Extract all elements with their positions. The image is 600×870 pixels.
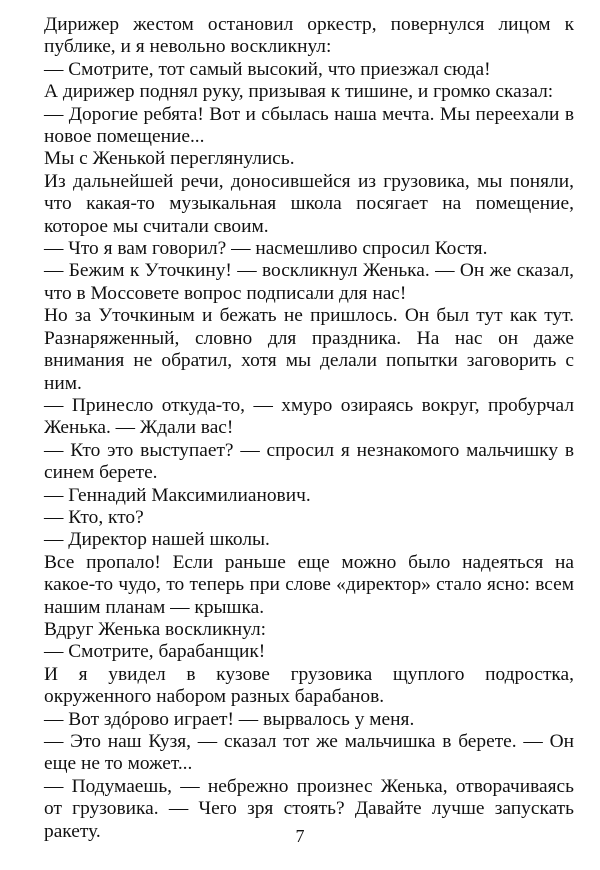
paragraph: А дирижер поднял руку, призывая к тишине, и громко сказал: bbox=[44, 81, 554, 103]
paragraph: И я увидел в кузове грузовика щуплого подростка, окруженного набором разных барабанов. bbox=[44, 663, 574, 708]
paragraph: Из дальнейшей речи, доносившейся из грузовика, мы поняли, что какая-то музыкальная школа посягает на помещение, которое мы считали своим. bbox=[44, 170, 574, 237]
page-number: 7 bbox=[295, 826, 305, 846]
paragraph: — Директор нашей школы. bbox=[44, 529, 270, 551]
paragraph: Дирижер жестом остановил оркестр, повернулся лицом к публике, и я невольно воскликнул: bbox=[44, 14, 574, 58]
paragraph: — Геннадий Максимилианович. bbox=[44, 484, 311, 506]
paragraph: — Бежим к Уточкину! — воскликнул Женька. — Он же сказал, что в Моссовете вопрос подписали для нас! bbox=[44, 260, 574, 304]
paragraph: Мы с Женькой переглянулись. bbox=[44, 148, 295, 170]
paragraph: — Смотрите, тот самый высокий, что приезжал сюда! bbox=[44, 58, 491, 80]
paragraph: — Принесло откуда-то, — хмуро озираясь вокруг, пробурчал Женька. — Ждали вас! bbox=[44, 394, 574, 439]
paragraph: Но за Уточкиным и бежать не пришлось. Он был тут как тут. Разнаряженный, словно для праздника. На нас он даже внимания не обратил, хотя мы делали попытки заговорить с ним. bbox=[44, 305, 574, 394]
body-text bbox=[44, 14, 574, 843]
paragraph: Все пропало! Если раньше еще можно было надеяться на какое-то чудо, то теперь при слове «директор» стало ясно: всем нашим планам — крышка. bbox=[44, 551, 574, 618]
paragraph: — Вот здóрово играет! — вырвалось у меня. bbox=[44, 708, 415, 730]
paragraph: — Кто это выступает? — спросил я незнакомого мальчишку в синем берете. bbox=[44, 439, 574, 484]
paragraph: — Это наш Кузя, — сказал тот же мальчишка в берете. — Он еще не то может... bbox=[44, 731, 574, 775]
paragraph: — Подумаешь, — небрежно произнес Женька, отворачиваясь от грузовика. — Чего зря стоять? Давайте лучше запускать ракету. bbox=[44, 775, 574, 842]
paragraph: — Смотрите, барабанщик! bbox=[44, 641, 266, 663]
paragraph: Вдруг Женька воскликнул: bbox=[44, 618, 267, 640]
paragraph: — Кто, кто? bbox=[44, 506, 144, 528]
paragraph: — Дорогие ребята! Вот и сбылась наша мечта. Мы переехали в новое помещение... bbox=[44, 103, 574, 148]
paragraph: — Что я вам говорил? — насмешливо спросил Костя. bbox=[44, 238, 488, 260]
